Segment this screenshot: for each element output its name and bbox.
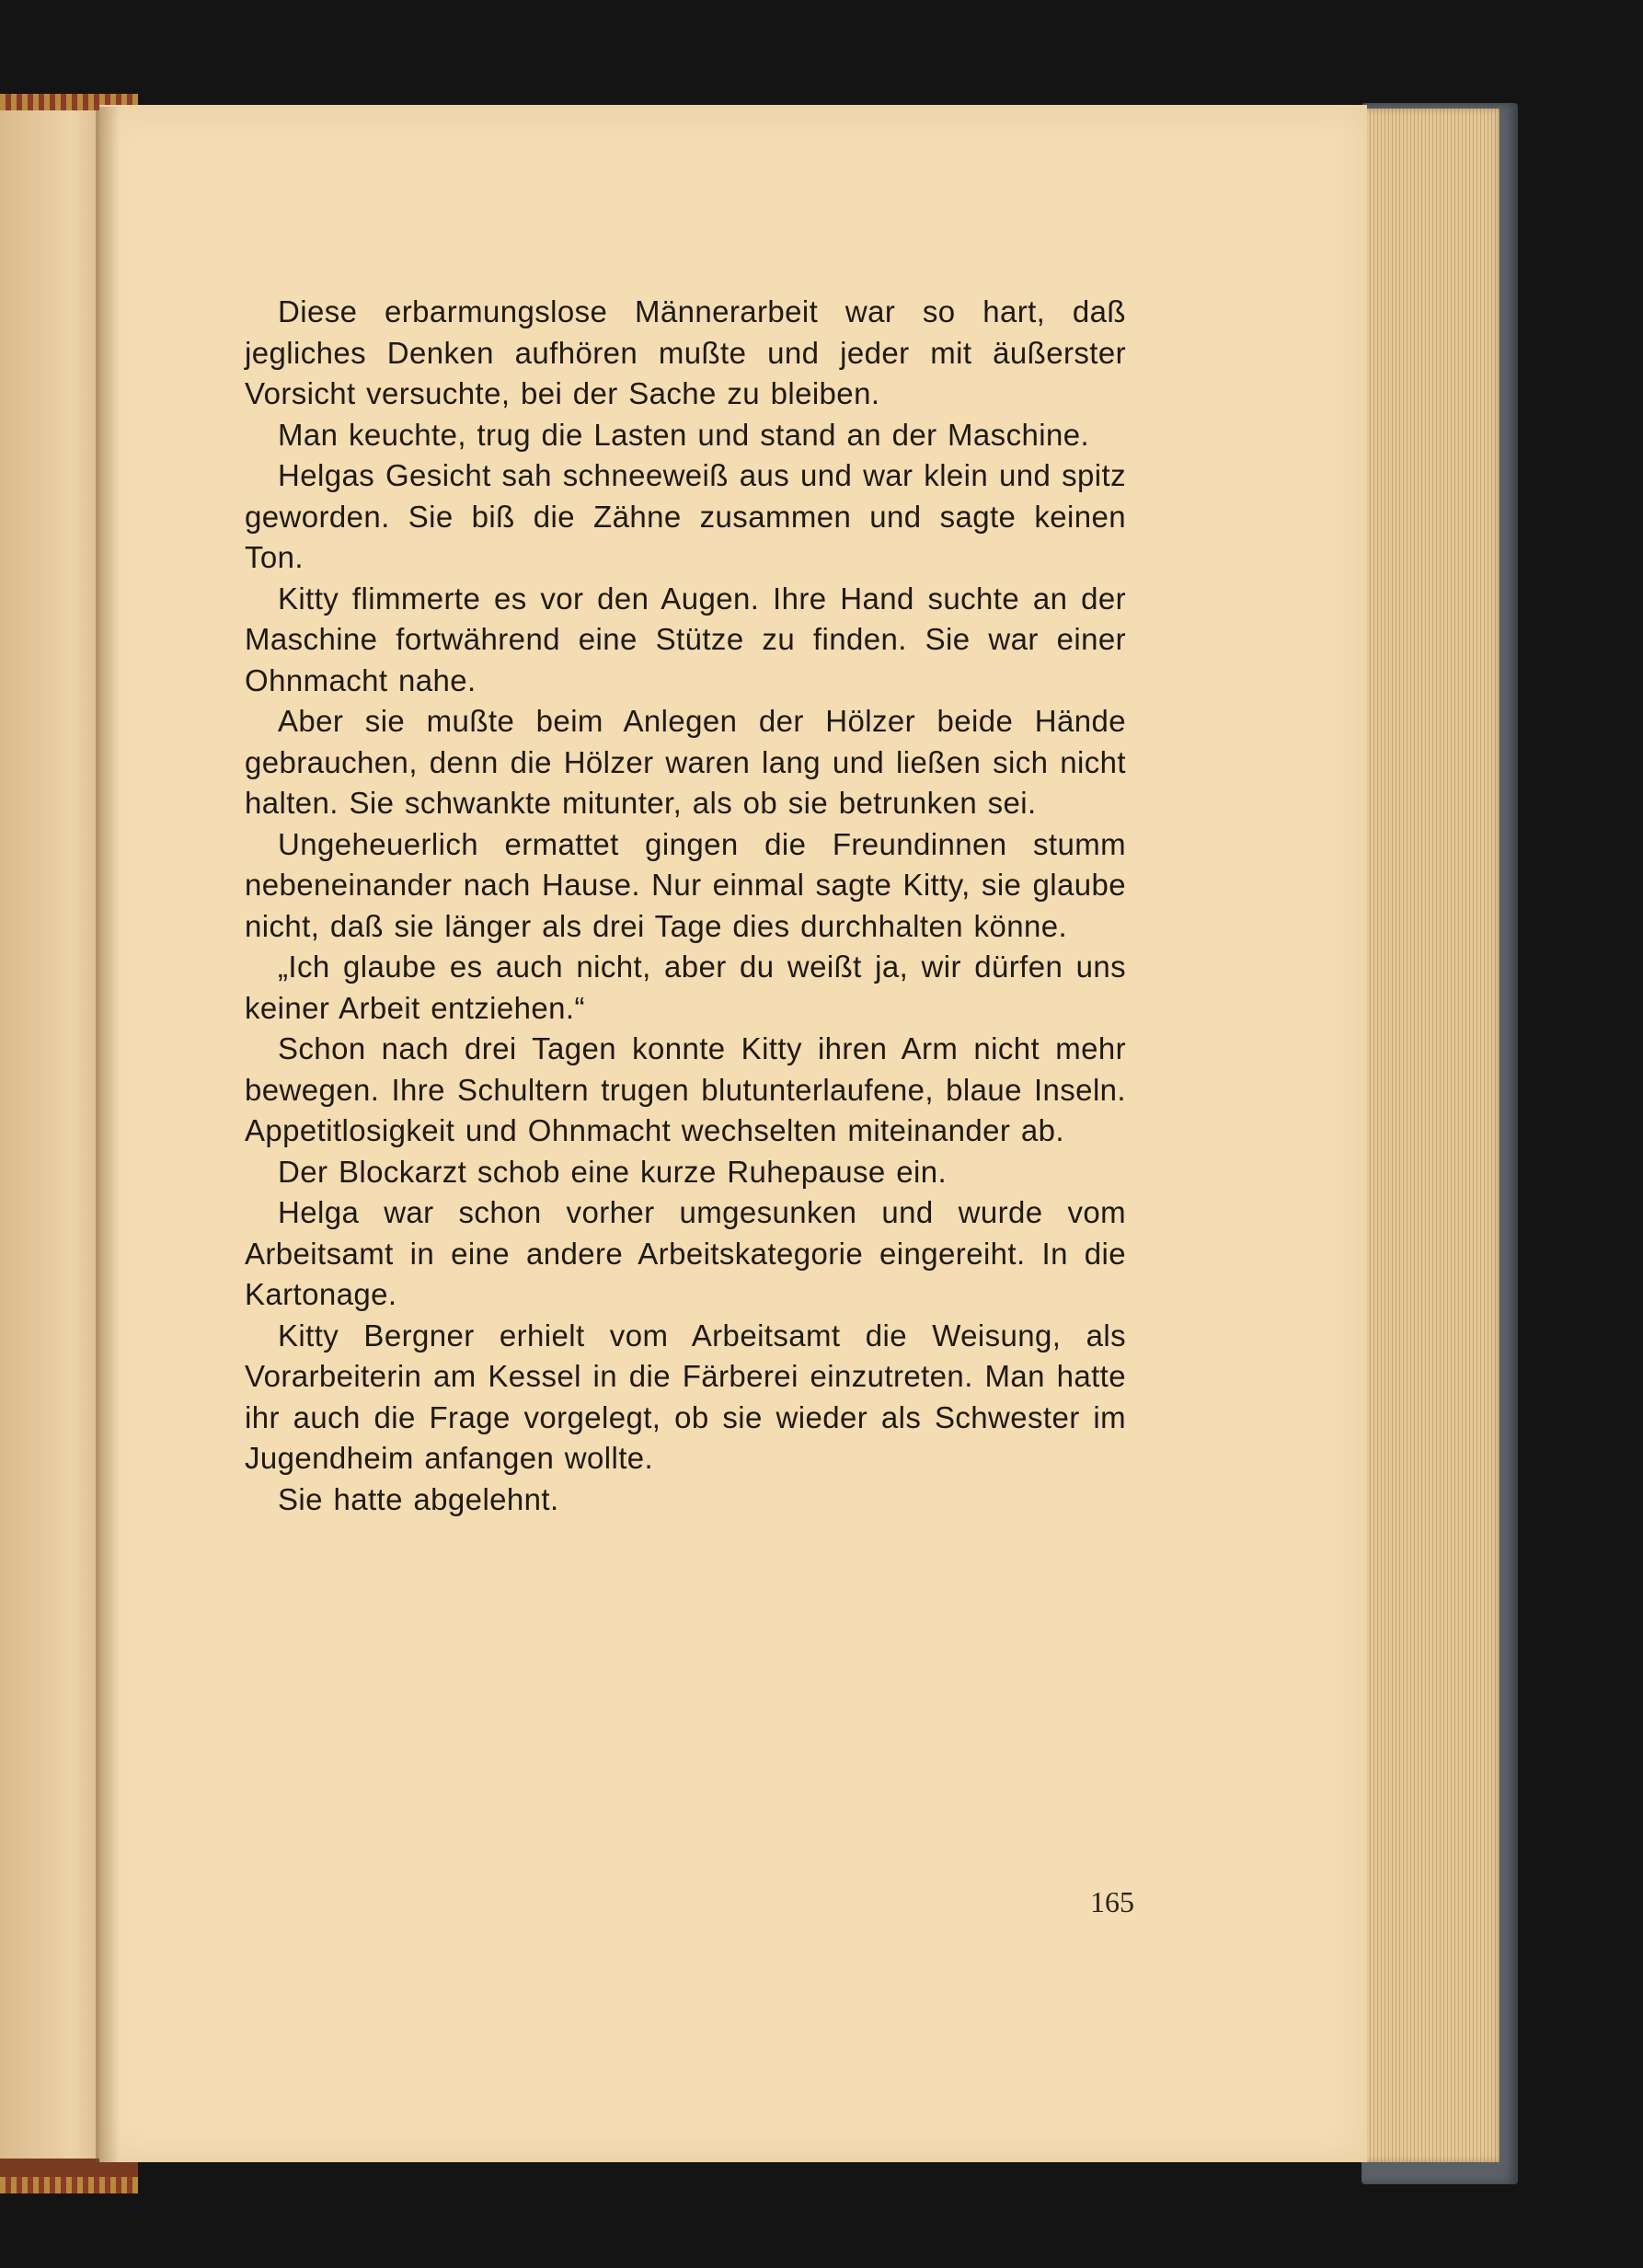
paragraph: Aber sie mußte beim Anlegen der Hölzer beide Hände gebrauchen, denn die Hölzer waren lang und ließen sich nicht halten. Sie schwankte mitunter, als ob sie betrunken sei. bbox=[245, 704, 1126, 820]
left-facing-page bbox=[0, 110, 103, 2159]
paragraph: Kitty Bergner erhielt vom Arbeitsamt die Weisung, als Vorarbeiterin am Kessel in die Färberei einzutreten. Man hatte ihr auch die Frage vorgelegt, ob sie wieder als Schwester im Jugendheim anfangen wollte. bbox=[245, 1318, 1126, 1475]
page-edges bbox=[1360, 109, 1499, 2162]
paragraph: Kitty flimmerte es vor den Augen. Ihre Hand suchte an der Maschine fortwährend eine Stütze zu finden. Sie war einer Ohnmacht nahe. bbox=[245, 581, 1126, 697]
paragraph: Sie hatte abgelehnt. bbox=[278, 1481, 559, 1516]
page-text bbox=[245, 292, 1126, 1520]
paragraph: Diese erbarmungslose Männerarbeit war so hart, daß jegliches Denken aufhören mußte und jeder mit äußerster Vorsicht versuchte, bei der Sache zu bleiben. bbox=[245, 294, 1126, 410]
paragraph: Helga war schon vorher umgesunken und wurde vom Arbeitsamt in eine andere Arbeitskategorie eingereiht. In die Kartonage. bbox=[245, 1195, 1126, 1311]
book-page bbox=[99, 105, 1367, 2162]
gutter-shadow bbox=[96, 107, 120, 2162]
paragraph: Ungeheuerlich ermattet gingen die Freundinnen stumm nebeneinander nach Hause. Nur einmal sagte Kitty, sie glaube nicht, daß sie länger als drei Tage dies durchhalten könne. bbox=[245, 826, 1126, 943]
paragraph: Helgas Gesicht sah schneeweiß aus und war klein und spitz geworden. Sie biß die Zähne zusammen und sagte keinen Ton. bbox=[245, 458, 1126, 574]
page-number: 165 bbox=[1090, 1885, 1134, 1918]
paragraph: Der Blockarzt schob eine kurze Ruhepause ein. bbox=[278, 1154, 948, 1189]
paragraph: Man keuchte, trug die Lasten und stand an der Maschine. bbox=[278, 417, 1090, 452]
paragraph: Schon nach drei Tagen konnte Kitty ihren Arm nicht mehr bewegen. Ihre Schultern trugen blutunterlaufene, blaue Inseln. Appetitlosigkeit und Ohnmacht wechselten miteinander ab. bbox=[245, 1031, 1126, 1147]
paragraph: „Ich glaube es auch nicht, aber du weißt ja, wir dürfen uns keiner Arbeit entziehen.“ bbox=[245, 950, 1126, 1025]
